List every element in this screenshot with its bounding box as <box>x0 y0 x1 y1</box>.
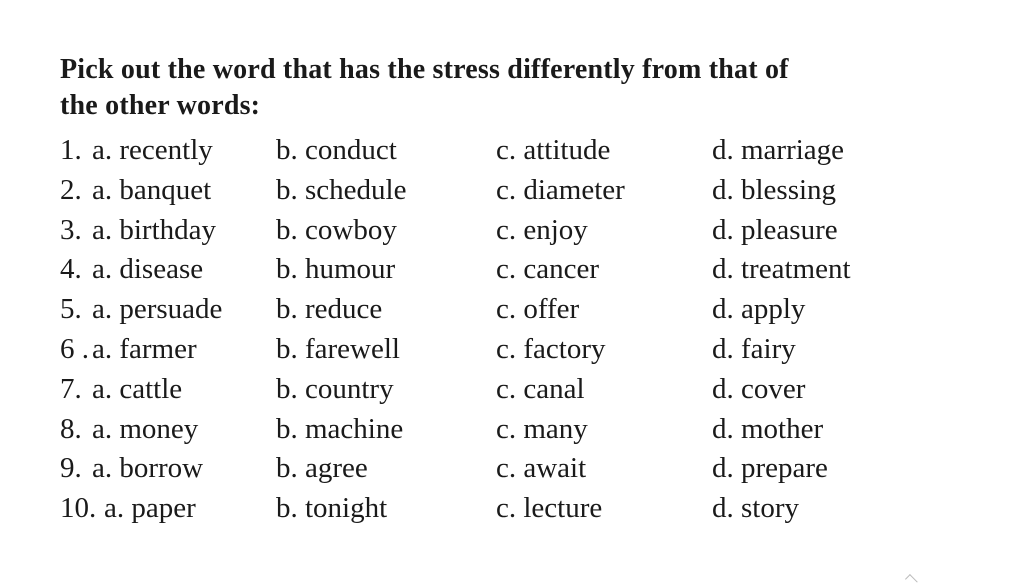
option-d: d. pleasure <box>712 213 838 246</box>
option-d: d. marriage <box>712 134 845 166</box>
question-row-10 <box>60 489 960 529</box>
option-b: b. reduce <box>276 293 383 326</box>
question-number: 5. <box>60 293 82 326</box>
option-c: c. canal <box>496 372 585 405</box>
option-a: a. cattle <box>92 372 183 405</box>
question-number: 4. <box>60 253 82 286</box>
question-list <box>60 131 960 529</box>
option-a: a. disease <box>92 253 204 286</box>
option-a: a. money <box>92 412 199 445</box>
question-number: 10. <box>60 492 97 525</box>
option-b: b. agree <box>276 452 368 485</box>
option-b: b. tonight <box>276 492 388 525</box>
option-b: b. country <box>276 372 394 405</box>
question-row-7 <box>60 370 960 410</box>
question-number: 3. <box>60 213 82 246</box>
option-a: a. paper <box>104 492 196 525</box>
option-a: a. persuade <box>92 293 223 326</box>
question-row-4 <box>60 250 960 290</box>
option-c: c. diameter <box>496 173 625 206</box>
instruction-line-2: the other words: <box>60 90 261 121</box>
question-row-9 <box>60 449 960 489</box>
option-a: a. farmer <box>92 332 197 365</box>
option-d: d. prepare <box>712 452 828 485</box>
option-c: c. await <box>496 452 587 485</box>
option-a: a. banquet <box>92 173 212 206</box>
option-b: b. machine <box>276 412 404 445</box>
question-number: 8. <box>60 412 82 445</box>
cursor-mark-icon <box>905 574 918 587</box>
question-row-8 <box>60 410 960 450</box>
option-b: b. schedule <box>276 173 407 206</box>
option-b: b. conduct <box>276 134 397 166</box>
option-a: a. recently <box>92 134 213 166</box>
question-number: 7. <box>60 372 82 405</box>
option-b: b. humour <box>276 253 396 286</box>
option-c: c. offer <box>496 293 580 326</box>
option-d: d. apply <box>712 293 806 326</box>
instruction-heading <box>60 52 960 124</box>
option-d: d. treatment <box>712 253 851 286</box>
option-c: c. many <box>496 412 588 445</box>
question-number: 1. <box>60 134 82 166</box>
option-b: b. farewell <box>276 332 400 365</box>
option-d: d. mother <box>712 412 824 445</box>
option-d: d. cover <box>712 372 806 405</box>
question-row-6 <box>60 330 960 370</box>
option-c: c. lecture <box>496 492 603 525</box>
option-a: a. birthday <box>92 213 217 246</box>
question-number: 9. <box>60 452 82 485</box>
question-number: 2. <box>60 173 82 206</box>
option-d: d. blessing <box>712 173 837 206</box>
option-a: a. borrow <box>92 452 204 485</box>
option-c: c. attitude <box>496 134 611 166</box>
instruction-line-1: Pick out the word that has the stress differently from that of <box>60 54 789 85</box>
question-row-1 <box>60 131 960 171</box>
question-row-5 <box>60 290 960 330</box>
question-number: 6 . <box>60 332 89 365</box>
option-c: c. cancer <box>496 253 600 286</box>
option-c: c. enjoy <box>496 213 588 246</box>
question-row-3 <box>60 211 960 251</box>
question-row-2 <box>60 171 960 211</box>
option-b: b. cowboy <box>276 213 397 246</box>
option-d: d. story <box>712 492 799 525</box>
option-c: c. factory <box>496 332 606 365</box>
option-d: d. fairy <box>712 332 796 365</box>
